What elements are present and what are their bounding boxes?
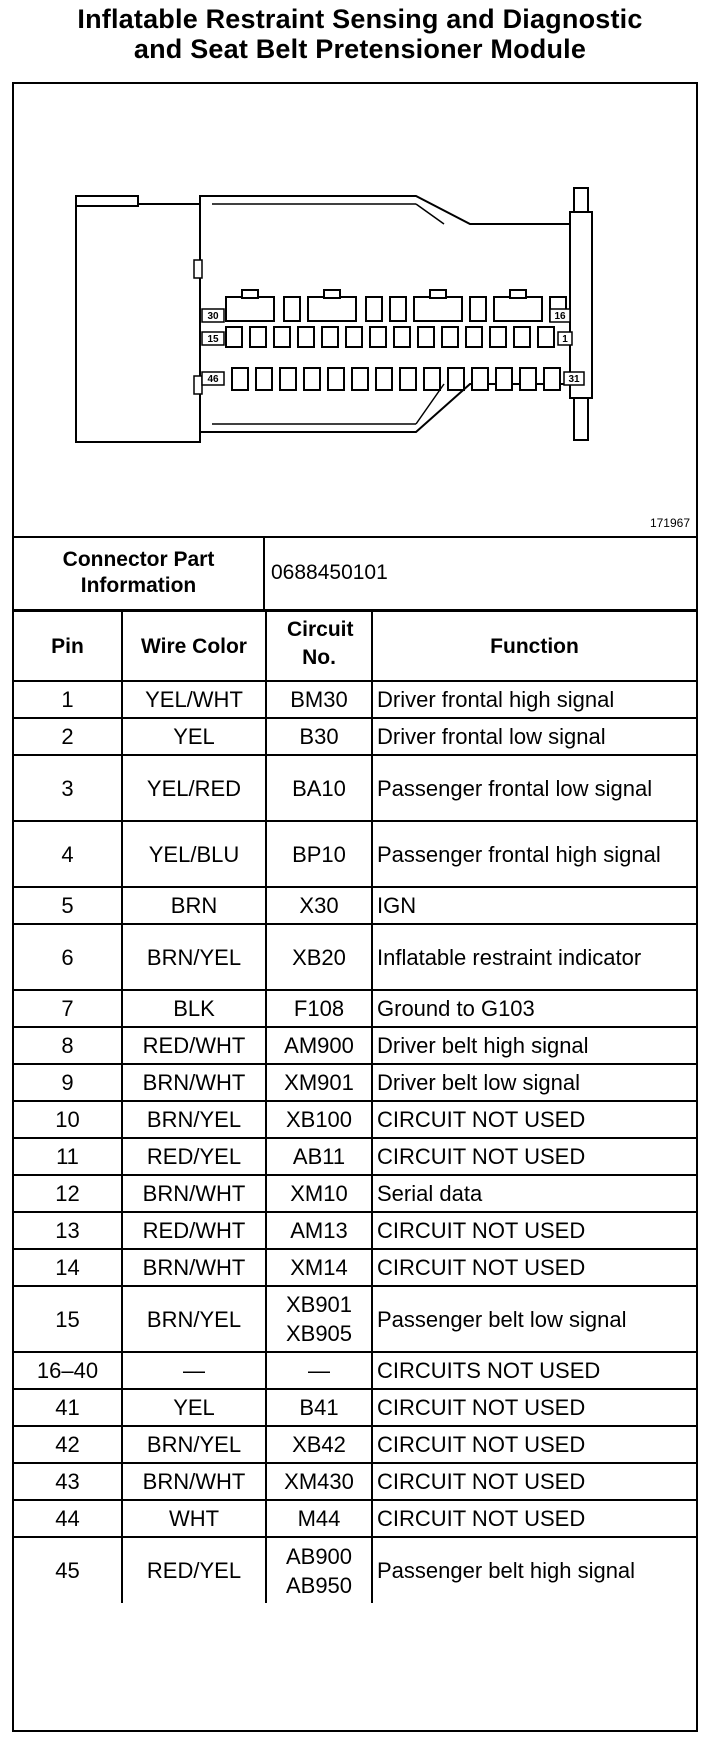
- wire-color-cell: RED/WHT: [122, 1212, 266, 1249]
- function-cell: CIRCUIT NOT USED: [372, 1249, 696, 1286]
- table-row: [14, 1138, 696, 1175]
- pin-cell: 41: [14, 1389, 122, 1426]
- header-function: Function: [372, 611, 696, 681]
- function-cell: CIRCUIT NOT USED: [372, 1426, 696, 1463]
- circuit-cell: BA10: [266, 755, 372, 821]
- table-row: [14, 1212, 696, 1249]
- pin-cell: 3: [14, 755, 122, 821]
- function-cell: Driver frontal high signal: [372, 681, 696, 718]
- function-cell: CIRCUITS NOT USED: [372, 1352, 696, 1389]
- pin-cell: 15: [14, 1286, 122, 1352]
- pin-cell: 12: [14, 1175, 122, 1212]
- header-wire-color: Wire Color: [122, 611, 266, 681]
- function-cell: Driver belt low signal: [372, 1064, 696, 1101]
- pin-table: [14, 610, 696, 1603]
- pin-cell: 42: [14, 1426, 122, 1463]
- connector-drawing: [14, 84, 696, 536]
- pin-label-31: 31: [568, 374, 580, 385]
- function-cell: Serial data: [372, 1175, 696, 1212]
- pin-cell: 14: [14, 1249, 122, 1286]
- header-circuit-no-text: Circuit No.: [287, 618, 354, 669]
- connector-part-number: 0688450101: [264, 536, 696, 610]
- wire-color-cell: YEL/WHT: [122, 681, 266, 718]
- table-row: [14, 1463, 696, 1500]
- pin-label-15: 15: [207, 334, 219, 345]
- wire-color-cell: BRN/WHT: [122, 1463, 266, 1500]
- table-row: [14, 1537, 696, 1603]
- function-cell: Driver frontal low signal: [372, 718, 696, 755]
- circuit-value-alt: AB950: [285, 1572, 353, 1598]
- table-row: [14, 1389, 696, 1426]
- figure-number: 171967: [649, 516, 690, 530]
- circuit-cell: X30: [266, 887, 372, 924]
- wire-color-cell: BRN/WHT: [122, 1249, 266, 1286]
- pin-cell: 45: [14, 1537, 122, 1603]
- table-row: [14, 821, 696, 887]
- table-row: [14, 681, 696, 718]
- wire-color-cell: YEL: [122, 1389, 266, 1426]
- table-row: [14, 1500, 696, 1537]
- circuit-cell: XM10: [266, 1175, 372, 1212]
- wire-color-cell: YEL/BLU: [122, 821, 266, 887]
- circuit-value: XB901: [285, 1292, 353, 1317]
- title-line-1: Inflatable Restraint Sensing and Diagnostic: [77, 4, 643, 34]
- pin-cell: 16–40: [14, 1352, 122, 1389]
- table-row: [14, 887, 696, 924]
- wire-color-cell: RED/YEL: [122, 1138, 266, 1175]
- pin-cell: 2: [14, 718, 122, 755]
- function-cell: CIRCUIT NOT USED: [372, 1101, 696, 1138]
- wire-color-cell: BRN/YEL: [122, 1286, 266, 1352]
- circuit-cell: XM430: [266, 1463, 372, 1500]
- pin-cell: 8: [14, 1027, 122, 1064]
- circuit-cell: —: [266, 1352, 372, 1389]
- pin-cell: 5: [14, 887, 122, 924]
- function-cell: IGN: [372, 887, 696, 924]
- wire-color-cell: BRN/YEL: [122, 924, 266, 990]
- page-title: [0, 4, 720, 64]
- function-cell: Passenger frontal low signal: [372, 755, 696, 821]
- wire-color-cell: —: [122, 1352, 266, 1389]
- circuit-cell: B30: [266, 718, 372, 755]
- table-row: [14, 1175, 696, 1212]
- wire-color-cell: BRN/YEL: [122, 1101, 266, 1138]
- connector-left-housing: [76, 204, 200, 442]
- circuit-cell: XB100: [266, 1101, 372, 1138]
- circuit-cell: B41: [266, 1389, 372, 1426]
- pin-cell: 9: [14, 1064, 122, 1101]
- circuit-cell: XB42: [266, 1426, 372, 1463]
- table-row: [14, 1286, 696, 1352]
- table-row: [14, 1249, 696, 1286]
- circuit-cell: XM901: [266, 1064, 372, 1101]
- wire-color-cell: BRN/WHT: [122, 1064, 266, 1101]
- connector-part-label: Connector Part Information: [14, 536, 264, 610]
- pin-cell: 4: [14, 821, 122, 887]
- wire-color-cell: YEL: [122, 718, 266, 755]
- pin-cell: 7: [14, 990, 122, 1027]
- circuit-cell: [266, 1286, 372, 1352]
- wire-color-cell: RED/YEL: [122, 1537, 266, 1603]
- function-cell: Ground to G103: [372, 990, 696, 1027]
- table-row: [14, 924, 696, 990]
- pin-label-1: 1: [562, 334, 568, 345]
- table-row: [14, 755, 696, 821]
- circuit-cell: BM30: [266, 681, 372, 718]
- header-circuit-no: [266, 611, 372, 681]
- circuit-cell: [266, 1537, 372, 1603]
- connector-sheet: [12, 82, 698, 1732]
- pin-cell: 11: [14, 1138, 122, 1175]
- table-row: [14, 1064, 696, 1101]
- function-cell: Inflatable restraint indicator: [372, 924, 696, 990]
- circuit-cell: M44: [266, 1500, 372, 1537]
- table-row: [14, 718, 696, 755]
- connector-right-tab-top: [574, 188, 588, 212]
- connector-right-flange: [570, 212, 592, 398]
- pin-cell: 13: [14, 1212, 122, 1249]
- table-row: [14, 1352, 696, 1389]
- connector-info-table: [14, 536, 696, 611]
- function-cell: CIRCUIT NOT USED: [372, 1212, 696, 1249]
- function-cell: Passenger belt high signal: [372, 1537, 696, 1603]
- connector-top-latch: [76, 196, 138, 206]
- wire-color-cell: RED/WHT: [122, 1027, 266, 1064]
- circuit-cell: XB20: [266, 924, 372, 990]
- pin-cell: 1: [14, 681, 122, 718]
- wire-color-cell: BRN/WHT: [122, 1175, 266, 1212]
- connector-diagram: [14, 84, 696, 538]
- circuit-cell: BP10: [266, 821, 372, 887]
- table-row: [14, 1101, 696, 1138]
- pin-rows: [14, 681, 696, 1603]
- pin-cell: 44: [14, 1500, 122, 1537]
- wire-color-cell: YEL/RED: [122, 755, 266, 821]
- function-cell: Passenger frontal high signal: [372, 821, 696, 887]
- circuit-cell: XM14: [266, 1249, 372, 1286]
- function-cell: CIRCUIT NOT USED: [372, 1463, 696, 1500]
- function-cell: CIRCUIT NOT USED: [372, 1500, 696, 1537]
- circuit-cell: AM900: [266, 1027, 372, 1064]
- circuit-cell: F108: [266, 990, 372, 1027]
- circuit-value: AB900: [285, 1543, 353, 1569]
- pin-cell: 10: [14, 1101, 122, 1138]
- header-pin: Pin: [14, 611, 122, 681]
- wire-color-cell: BRN/YEL: [122, 1426, 266, 1463]
- pin-label-46: 46: [207, 374, 219, 385]
- function-cell: Driver belt high signal: [372, 1027, 696, 1064]
- table-row: [14, 1426, 696, 1463]
- wire-color-cell: BRN: [122, 887, 266, 924]
- pin-label-30: 30: [207, 311, 219, 322]
- table-row: [14, 1027, 696, 1064]
- wire-color-cell: BLK: [122, 990, 266, 1027]
- pin-cell: 6: [14, 924, 122, 990]
- circuit-value-alt: XB905: [285, 1321, 353, 1346]
- wire-color-cell: WHT: [122, 1500, 266, 1537]
- table-row: [14, 990, 696, 1027]
- pin-label-16: 16: [554, 311, 566, 322]
- function-cell: Passenger belt low signal: [372, 1286, 696, 1352]
- pin-cell: 43: [14, 1463, 122, 1500]
- function-cell: CIRCUIT NOT USED: [372, 1138, 696, 1175]
- title-line-2: and Seat Belt Pretensioner Module: [133, 34, 587, 64]
- circuit-cell: AB11: [266, 1138, 372, 1175]
- connector-right-tab-bottom: [574, 398, 588, 440]
- circuit-cell: AM13: [266, 1212, 372, 1249]
- function-cell: CIRCUIT NOT USED: [372, 1389, 696, 1426]
